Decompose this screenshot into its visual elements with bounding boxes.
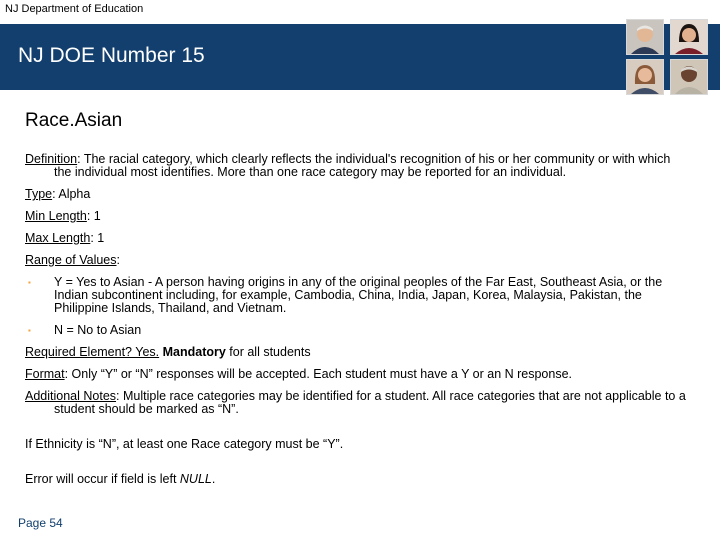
type-text: : Alpha xyxy=(52,187,91,201)
required-element xyxy=(25,346,690,359)
staff-photos xyxy=(624,17,714,97)
notes-label: Additional Notes xyxy=(25,389,117,403)
error-italic: NULL xyxy=(179,472,212,486)
notes-text: : Multiple race categories may be identified for a student. All race categories that are not applicable to a student should be marked as “N”. xyxy=(54,389,686,416)
range-label: Range of Values xyxy=(25,253,117,267)
additional-notes xyxy=(25,390,690,416)
ethnicity-rule: If Ethnicity is “N”, at least one Race category must be “Y”. xyxy=(25,437,344,451)
list-item xyxy=(25,324,690,337)
type xyxy=(25,188,690,201)
list-item xyxy=(25,276,690,315)
max-length xyxy=(25,232,690,245)
staff-photo xyxy=(626,19,664,55)
range-of-values xyxy=(25,254,690,267)
bullet-icon: ▪ xyxy=(28,326,31,335)
title-banner xyxy=(0,24,720,90)
page-number: Page 54 xyxy=(18,516,63,530)
required-label: Required Element? Yes. xyxy=(25,345,160,359)
min-length-label: Min Length xyxy=(25,209,87,223)
required-text: for all students xyxy=(225,345,311,359)
staff-photo xyxy=(670,19,708,55)
definition xyxy=(25,153,690,179)
list-item-text: N = No to Asian xyxy=(54,323,142,337)
error-rule xyxy=(25,473,690,486)
max-length-label: Max Length xyxy=(25,231,91,245)
list-item-text: Y = Yes to Asian - A person having origins in any of the original peoples of the Far East, Southeast Asia, or the Indian subcontinent including, for example, Cambodia, China, India, Japan, Korea, Malaysia, Pakistan, the Philippine Islands, Thailand, and Vietnam. xyxy=(54,275,663,315)
slide-title: Race.Asian xyxy=(25,110,123,131)
required-bold: Mandatory xyxy=(162,345,226,359)
format-label: Format xyxy=(25,367,65,381)
format-text: : Only “Y” or “N” responses will be accepted. Each student must have a Y or an N response. xyxy=(64,367,573,381)
max-length-text: : 1 xyxy=(90,231,105,245)
definition-text: : The racial category, which clearly reflects the individual's recognition of his or her community or with which the individual most identifies. More than one race category may be reported for an individual. xyxy=(54,152,671,179)
content-body xyxy=(25,153,690,495)
definition-label: Definition xyxy=(25,152,78,166)
error-suffix: . xyxy=(211,472,216,486)
min-length-text: : 1 xyxy=(86,209,101,223)
staff-photo xyxy=(670,59,708,95)
bullet-icon: ▪ xyxy=(28,278,31,287)
error-prefix: Error will occur if field is left xyxy=(25,472,180,486)
format xyxy=(25,368,690,381)
range-colon: : xyxy=(116,253,120,267)
min-length xyxy=(25,210,690,223)
organization-name: NJ Department of Education xyxy=(5,3,144,15)
staff-photo xyxy=(626,59,664,95)
type-label: Type xyxy=(25,187,53,201)
banner-title: NJ DOE Number 15 xyxy=(18,44,205,67)
